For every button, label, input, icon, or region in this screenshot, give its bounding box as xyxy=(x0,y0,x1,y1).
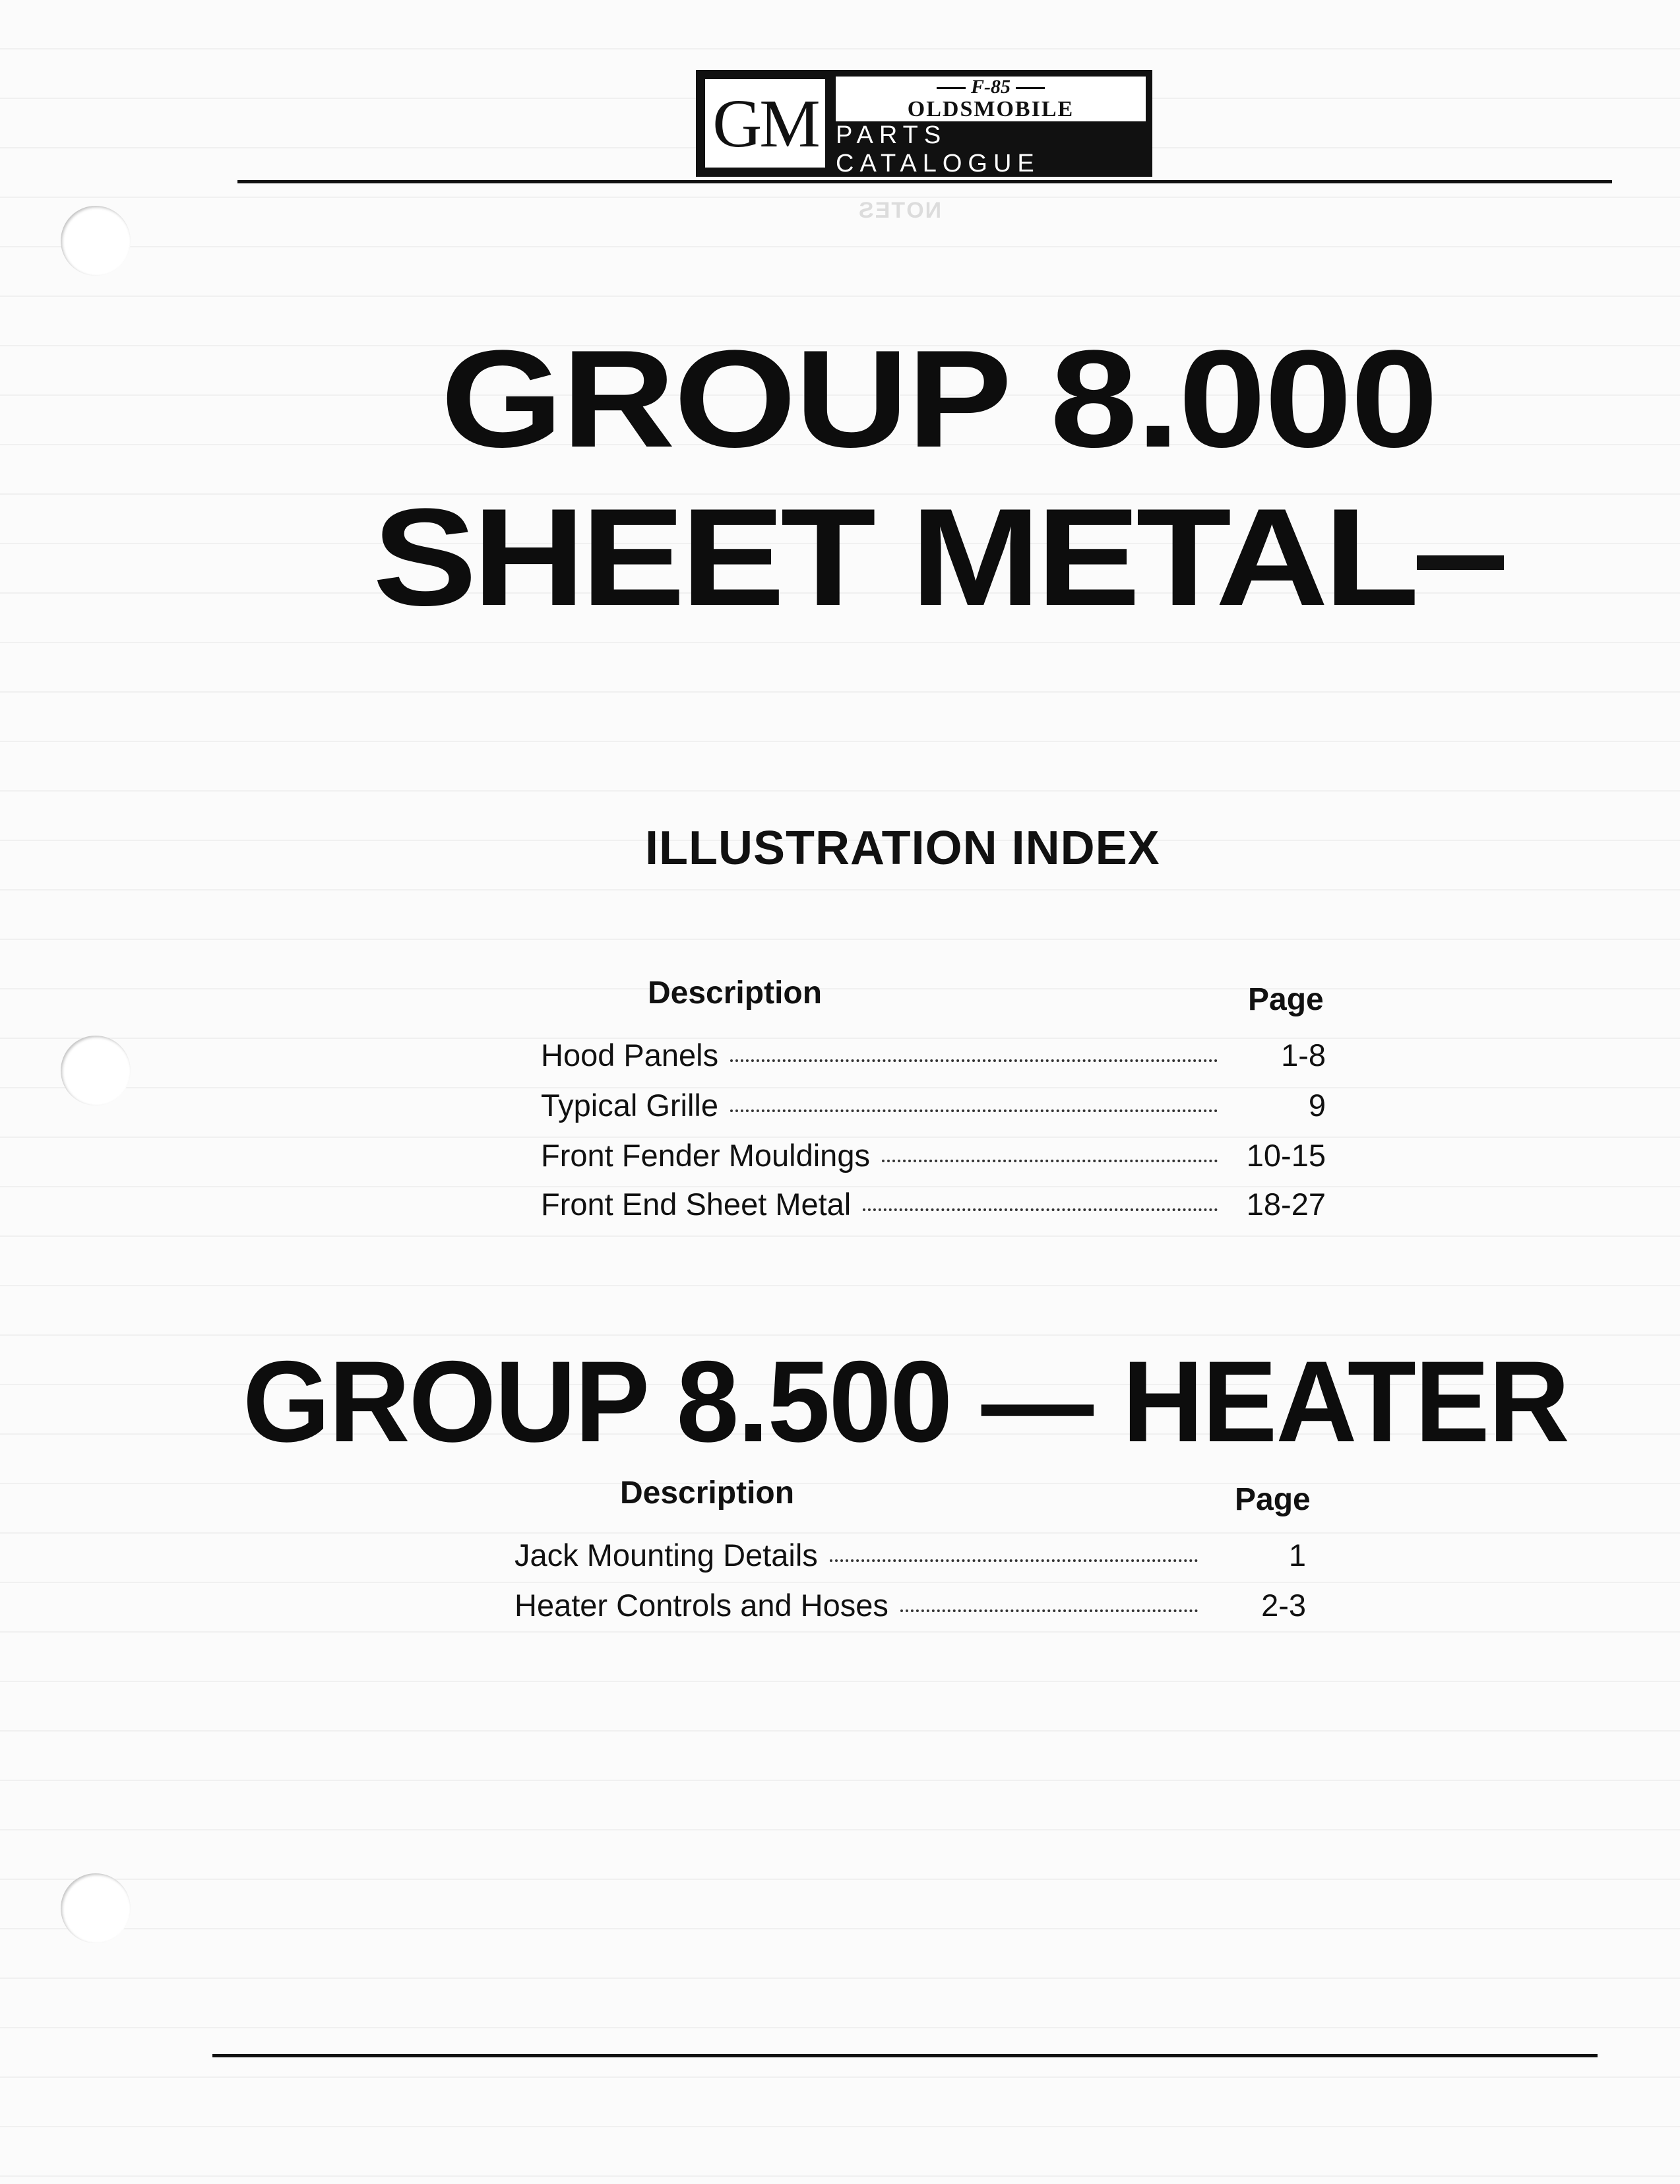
page-column-header: Page xyxy=(1248,982,1324,1017)
dot-leader xyxy=(882,1159,1218,1162)
logo-model: F-85 xyxy=(945,77,1037,98)
index-page: 18-27 xyxy=(1246,1187,1326,1222)
binder-hole-top xyxy=(61,206,131,276)
bleed-through-text: NOTES xyxy=(857,198,942,223)
dot-leader xyxy=(863,1208,1218,1211)
index-page: 2-3 xyxy=(1261,1588,1306,1623)
header-rule xyxy=(237,180,1612,183)
sheet-metal-title: SHEET METAL xyxy=(373,480,1416,635)
index-page: 1 xyxy=(1288,1538,1306,1573)
index-description: Heater Controls and Hoses xyxy=(514,1588,888,1623)
index-description: Typical Grille xyxy=(541,1088,719,1123)
group-8000-title: GROUP 8.000 xyxy=(441,321,1437,476)
footer-rule xyxy=(212,2054,1598,2057)
index-row xyxy=(541,1186,1326,1226)
logo-make: OLDSMOBILE xyxy=(907,97,1074,121)
index-description: Jack Mounting Details xyxy=(514,1538,818,1573)
logo-text-block xyxy=(836,76,1146,177)
dot-leader xyxy=(730,1059,1218,1062)
dot-leader xyxy=(900,1609,1198,1612)
page-column-header: Page xyxy=(1235,1482,1311,1517)
binder-hole-middle xyxy=(61,1036,131,1106)
index-row xyxy=(541,1087,1326,1127)
gm-mark: GM xyxy=(702,77,828,170)
index-row xyxy=(514,1537,1306,1576)
illustration-index-heading: ILLUSTRATION INDEX xyxy=(645,822,1160,875)
description-column-header: Description xyxy=(648,976,823,1011)
binder-hole-bottom xyxy=(61,1873,131,1943)
index-row xyxy=(541,1037,1326,1076)
logo-catalogue-label: PARTS CATALOGUE xyxy=(836,121,1040,177)
gm-oldsmobile-logo xyxy=(696,70,1152,177)
dot-leader xyxy=(830,1559,1198,1562)
index-page: 1-8 xyxy=(1281,1038,1326,1073)
index-description: Front End Sheet Metal xyxy=(541,1187,852,1222)
index-description: Hood Panels xyxy=(541,1038,719,1073)
logo-brand-area xyxy=(836,77,1146,121)
index-row xyxy=(514,1587,1306,1627)
dot-leader xyxy=(730,1109,1218,1112)
title-dash xyxy=(1417,555,1504,570)
group-8500-heater-title: GROUP 8.500 — HEATER xyxy=(243,1338,1569,1466)
index-description: Front Fender Mouldings xyxy=(541,1138,870,1173)
description-column-header: Description xyxy=(620,1476,795,1511)
index-row xyxy=(541,1137,1326,1177)
index-page: 10-15 xyxy=(1246,1138,1326,1173)
index-page: 9 xyxy=(1308,1088,1326,1123)
